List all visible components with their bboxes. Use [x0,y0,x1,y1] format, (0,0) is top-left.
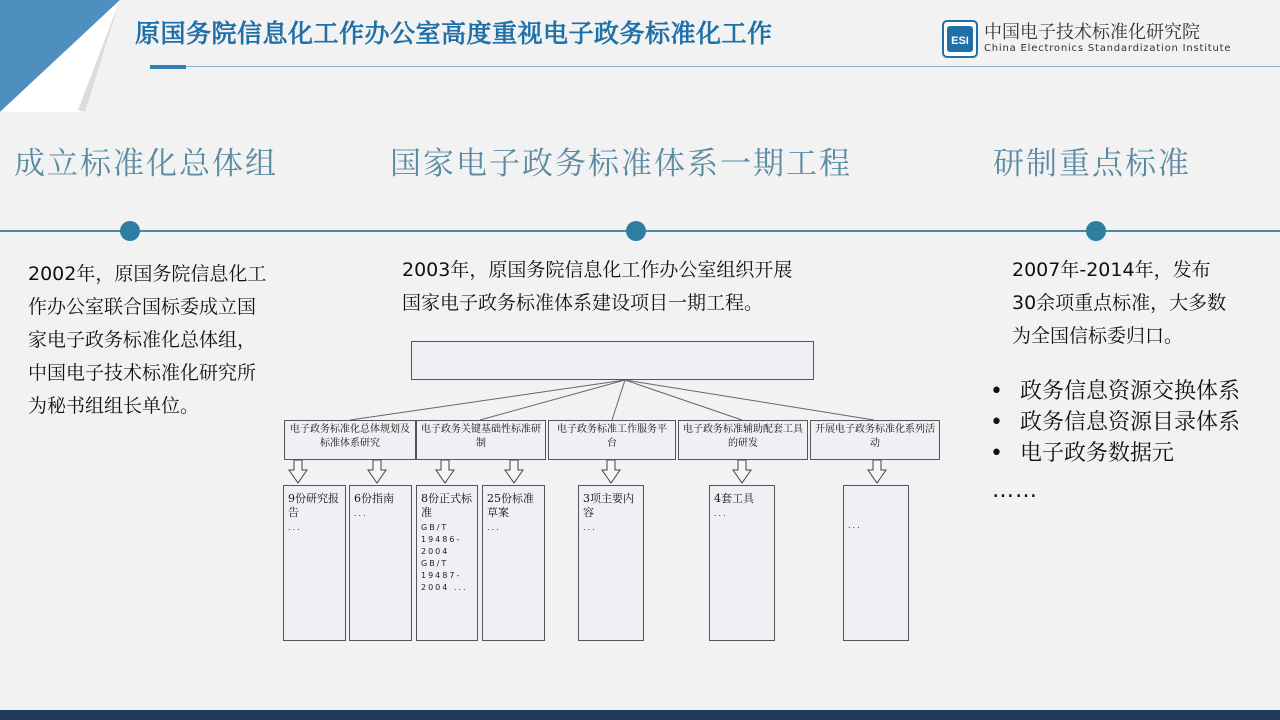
bullet-icon: • [990,410,1003,435]
workstream-label: 电子政务标准工作服务平台 [557,424,667,449]
text-line: 为秘书组组长单位。 [28,395,200,417]
text-line: 家电子政务标准化总体组， [28,329,257,351]
deliverable-body: ... [583,523,597,532]
text-line: 作办公室联合国标委成立国 [28,296,257,318]
deliverable-title: 3项主要内容 [583,492,634,519]
workstream-label: 电子政务标准化总体规划及标准体系研究 [290,424,410,449]
workstream-box [416,420,546,460]
text-line: 为全国信标委归口。 [1012,325,1184,347]
list-item: • 政务信息资源交换体系 [990,379,1241,404]
workstream-label: 开展电子政务标准化系列活动 [815,424,935,449]
page-title: 原国务院信息化工作办公室高度重视电子政务标准化工作 [135,19,773,48]
footer-bar [0,710,1280,720]
deliverable-title: 9份研究报告 [288,492,339,519]
text-line: 国家电子政务标准体系建设项目一期工程。 [402,292,764,314]
deliverable-body: GB/T 19486-2004 GB/T 19487-2004 ... [421,523,468,592]
workstream-label: 电子政务关键基础性标准研制 [421,424,541,449]
workstream-box [678,420,808,460]
deliverable-body: ... [848,521,862,530]
deliverable-body: ... [354,509,368,518]
heading-establish-group: 成立标准化总体组 [14,146,278,182]
ellipsis-text: …… [992,478,1038,503]
heading-standard-system: 国家电子政务标准体系一期工程 [390,146,852,182]
text-line: 2003年，原国务院信息化工作办公室组织开展 [402,259,793,281]
heading-key-standards: 研制重点标准 [993,146,1191,182]
deliverable-box [283,485,346,641]
text-line: 2007年-2014年，发布 [1012,259,1211,281]
workstream-label: 电子政务标准辅助配套工具的研发 [683,424,803,449]
text-line: 中国电子技术标准化研究所 [28,362,257,384]
project-root-box [411,341,814,380]
deliverable-body: ... [288,523,302,532]
deliverable-box [578,485,644,641]
text-line: 30余项重点标准，大多数 [1012,292,1227,314]
workstream-box [548,420,676,460]
logo-english-name: China Electronics Standardization Institute [984,43,1232,54]
deliverable-box [709,485,775,641]
deliverable-box [843,485,909,641]
list-item: • 电子政务数据元 [990,441,1175,466]
deliverable-title: 6份指南 [354,492,394,505]
workstream-box [284,420,416,460]
text-line: 2002年，原国务院信息化工 [28,263,267,285]
deliverable-title: 25份标准草案 [487,492,534,519]
deliverable-box [416,485,478,641]
svg-text:ESI: ESI [951,35,969,47]
deliverable-box [349,485,412,641]
bullet-icon: • [990,441,1003,466]
deliverable-title: 4套工具 [714,492,754,505]
deliverable-body: ... [714,509,728,518]
bullet-icon: • [990,379,1003,404]
list-item: • 政务信息资源目录体系 [990,410,1241,435]
logo-chinese-name: 中国电子技术标准化研究院 [984,22,1200,43]
deliverable-title: 8份正式标准 [421,492,472,519]
deliverable-box [482,485,545,641]
deliverable-body: ... [487,523,501,532]
workstream-box [810,420,940,460]
